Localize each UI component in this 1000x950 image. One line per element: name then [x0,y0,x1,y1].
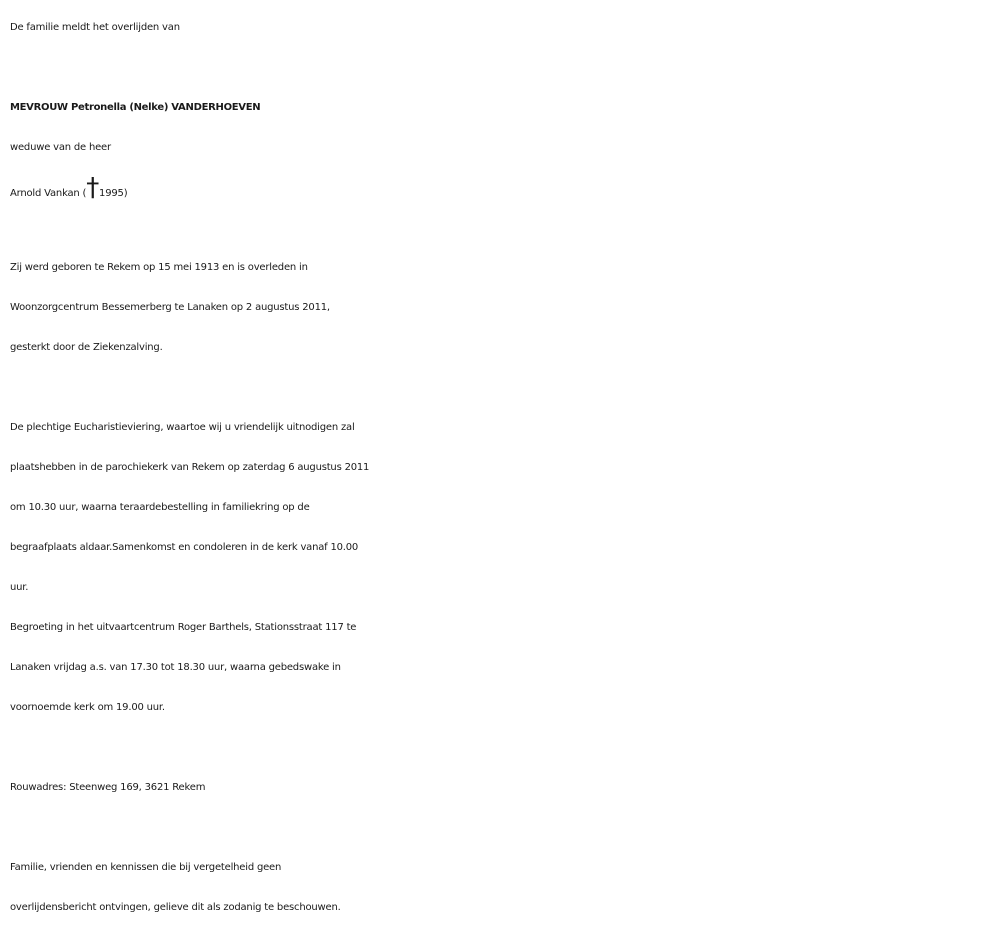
paragraph-line: Zij werd geboren te Rekem op 15 mei 1913 en is overleden in [10,262,308,273]
paragraph-line: voornoemde kerk om 19.00 uur. [10,702,165,713]
paragraph-line: plaatshebben in de parochiekerk van Rekem op zaterdag 6 augustus 2011 [10,462,370,473]
spacer [10,808,995,848]
spouse-line-1: weduwe van de heer [10,142,111,153]
paragraph-line: begraafplaats aldaar.Samenkomst en condoleren in de kerk vanaf 10.00 [10,542,359,553]
paragraph-line: Begroeting in het uitvaartcentrum Roger Barthels, Stationsstraat 117 te [10,622,357,633]
deceased-name: MEVROUW Petronella (Nelke) VANDERHOEVEN [10,102,261,113]
birth-death-paragraph [10,248,995,368]
paragraph-line: uur. [10,582,29,593]
spouse-line-2 [10,168,995,208]
spacer [10,208,995,248]
paragraph-line: De plechtige Eucharistieviering, waartoe wij u vriendelijk uitnodigen zal [10,422,355,433]
ceremony-paragraph [10,408,995,728]
paragraph-line: overlijdensbericht ontvingen, gelieve dit als zodanig te beschouwen. [10,902,341,913]
closing-paragraph [10,848,995,928]
intro-text: De familie meldt het overlijden van [10,22,180,33]
paragraph-line: om 10.30 uur, waarna teraardebestelling in familiekring op de [10,502,310,513]
mourning-address: Rouwadres: Steenweg 169, 3621 Rekem [10,782,206,793]
paragraph-line: gesterkt door de Ziekenzalving. [10,342,163,353]
spacer [10,368,995,408]
spacer [10,728,995,768]
spouse-death-year: 1995) [99,188,128,199]
paragraph-line: Familie, vrienden en kennissen die bij vergetelheid geen [10,862,282,873]
obituary-notice [10,8,995,928]
cross-icon: † [86,173,100,203]
spouse-name: Arnold Vankan ( [10,188,87,199]
paragraph-line: Woonzorgcentrum Bessemerberg te Lanaken op 2 augustus 2011, [10,302,330,313]
paragraph-line: Lanaken vrijdag a.s. van 17.30 tot 18.30 uur, waarna gebedswake in [10,662,341,673]
name-heading-wrap [10,48,995,128]
